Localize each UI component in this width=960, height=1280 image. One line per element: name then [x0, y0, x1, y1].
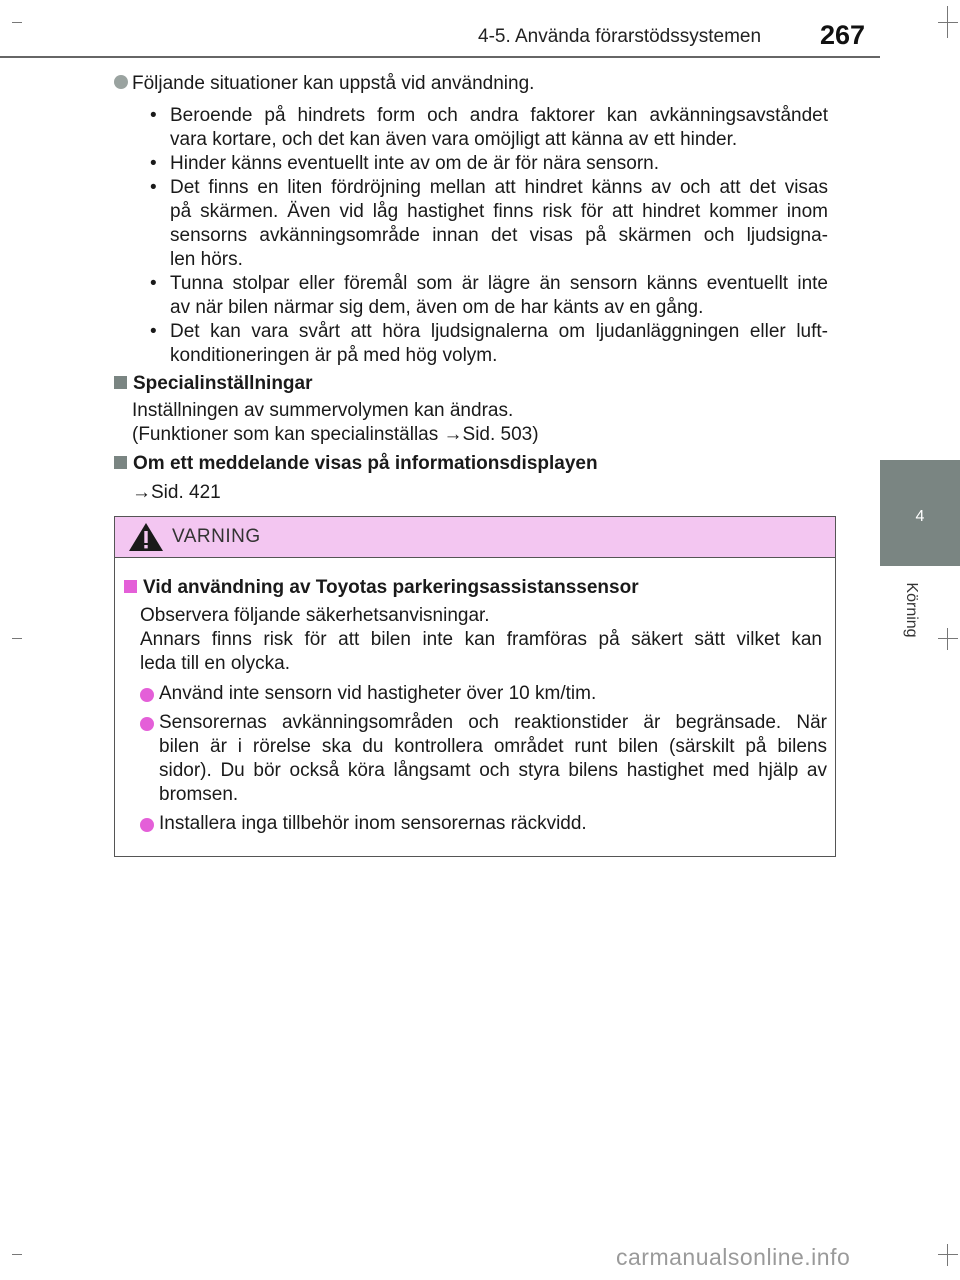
crop-mark [947, 628, 948, 650]
intro-lead-text: Följande situationer kan uppstå vid användning. [132, 73, 535, 94]
list-line: Det kan vara svårt att höra ljudsignalerna om ljudanläggningen eller luft- [170, 321, 828, 342]
special-ref-prefix: (Funktioner som kan specialinställas [132, 424, 444, 445]
list-line: på skärmen. Även vid låg hastighet finns risk för att hindret kommer inom [170, 201, 828, 222]
crop-mark [947, 6, 948, 38]
list-line: Det finns en liten fördröjning mellan att hindret känns av och att det visas [170, 177, 828, 198]
arrow-icon: → [132, 482, 151, 503]
warning-intro-line: Observera följande säkerhetsanvisningar. [140, 605, 490, 626]
section-square-icon [124, 580, 137, 593]
special-line: Inställningen av summervolymen kan ändras. [132, 400, 514, 421]
crop-mark [12, 638, 22, 639]
page-reference-link[interactable]: Sid. 503) [462, 424, 539, 445]
crop-mark [12, 1254, 22, 1255]
intro-lead [114, 72, 534, 96]
warning-intro-line: Annars finns risk för att bilen inte kan framföras på säkert sätt vilket kan [140, 629, 822, 650]
list-item: • [150, 177, 157, 198]
crop-mark [938, 638, 958, 639]
message-heading [114, 452, 598, 476]
warning-triangle-icon [128, 522, 164, 552]
list-item: • [150, 273, 157, 294]
chapter-number: 4 [915, 508, 925, 525]
message-ref [132, 481, 221, 505]
warning-bullet-line: bromsen. [159, 784, 239, 805]
warning-title: VARNING [172, 526, 261, 547]
list-line: Beroende på hindrets form och andra faktorer kan avkänningsavståndet [170, 105, 828, 126]
watermark: carmanualsonline.info [616, 1244, 851, 1270]
section-square-icon [114, 376, 127, 389]
list-line: vara kortare, och det kan även vara omöjligt att känna av ett hinder. [170, 129, 738, 150]
list-line: konditioneringen är på med hög volym. [170, 345, 498, 366]
list-line: Hinder känns eventuellt inte av om de är för nära sensorn. [170, 153, 659, 174]
bullet-dot-icon [140, 818, 154, 832]
header-rule [0, 56, 880, 58]
section-square-icon [114, 456, 127, 469]
section-title: 4-5. Använda förarstödssystemen [478, 26, 762, 47]
special-heading-text: Specialinställningar [133, 373, 313, 394]
arrow-icon: → [443, 424, 463, 445]
list-line: Tunna stolpar eller föremål som är lägre än sensorn känns eventuellt inte [170, 273, 828, 294]
list-line: len hörs. [170, 249, 243, 270]
message-heading-text: Om ett meddelande visas på informationsdisplayen [133, 453, 598, 474]
special-heading [114, 372, 313, 396]
list-item: • [150, 321, 157, 342]
page-reference-link[interactable]: Sid. 421 [151, 482, 221, 503]
warning-bullet-line: Använd inte sensorn vid hastigheter över 10 km/tim. [159, 683, 597, 704]
warning-intro-line: leda till en olycka. [140, 653, 290, 674]
bullet-dot-icon [140, 717, 154, 731]
bullet-dot-icon [140, 688, 154, 702]
list-line: av när bilen närmar sig dem, även om de har känts av en gång. [170, 297, 704, 318]
crop-mark [947, 1244, 948, 1266]
crop-mark [938, 1254, 958, 1255]
list-line: sensorns avkänningsområde innan det visas på skärmen och ljudsigna- [170, 225, 828, 246]
warning-bullet-line: sidor). Du bör också köra långsamt och styra bilens hastighet med hjälp av [159, 760, 827, 781]
warning-bullet-line: bilen är i rörelse ska du kontrollera området runt bilen (särskilt på bilens [159, 736, 827, 757]
list-item: • [150, 105, 157, 126]
crop-mark [12, 22, 22, 23]
warning-heading [124, 576, 639, 600]
special-ref [132, 423, 539, 447]
warning-heading-text: Vid användning av Toyotas parkeringsassistanssensor [143, 577, 639, 598]
bullet-dot-icon [114, 75, 128, 89]
warning-bullet-line: Installera inga tillbehör inom sensorernas räckvidd. [159, 813, 587, 834]
list-item: • [150, 153, 157, 174]
warning-bullet-line: Sensorernas avkänningsområden och reaktionstider är begränsade. När [159, 712, 827, 733]
chapter-label: Körning [903, 582, 920, 638]
page-number: 267 [820, 20, 866, 50]
crop-mark [938, 22, 958, 23]
